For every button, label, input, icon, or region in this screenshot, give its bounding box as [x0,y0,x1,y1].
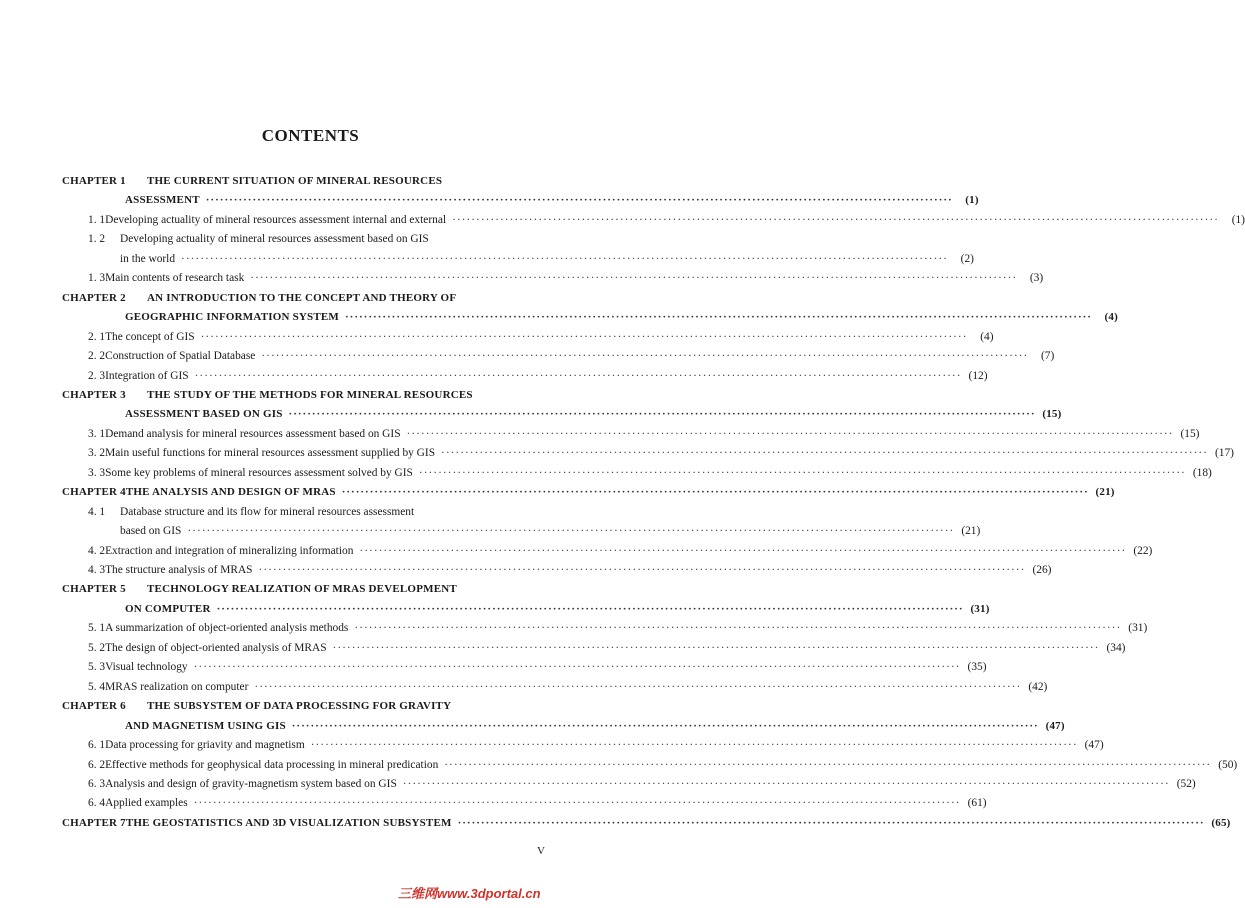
toc-page-number: (47) [1045,719,1065,732]
toc-entry-text: ASSESSMENT [125,194,200,207]
toc-page-number: (4) [980,330,994,343]
toc-page-number: (21) [1095,486,1115,499]
toc-number: 6. 2 [88,758,106,771]
toc-number: 6. 3 [88,777,106,790]
toc-section-row [88,736,1104,755]
toc-dot-leader: ································································································································································ [354,622,1122,635]
toc-section-row [88,658,987,677]
toc-entry-text: Effective methods for geophysical data processing in mineral predication [105,758,439,771]
watermark: 三维网www.3dportal.cn [398,886,541,901]
toc-section-row [88,678,1048,697]
toc-entry-text: THE CURRENT SITUATION OF MINERAL RESOURCES [147,175,443,187]
toc-dot-leader: ································································································································································ [193,797,961,810]
toc-entry-text: AN INTRODUCTION TO THE CONCEPT AND THEORY OF [147,291,457,304]
toc-dot-leader: ································································································································································ [200,330,968,343]
toc-dot-leader: ································································································································································ [402,777,1170,790]
toc-number: 5. 3 [88,661,106,674]
toc-dot-leader: ································································································································································ [332,641,1100,654]
toc-number: 1. 2 [88,233,106,246]
toc-number: CHAPTER 3 [62,388,126,401]
toc-page-number: (34) [1106,641,1126,654]
toc-entry-text: TECHNOLOGY REALIZATION OF MRAS DEVELOPMENT [147,583,457,596]
toc-dot-leader: ································································································································································ [258,564,1026,576]
toc-section-row [88,269,1044,288]
toc-continuation-row [125,600,990,619]
toc-entry-text: A summarization of object-oriented analysis methods [105,622,349,635]
contents-title: CONTENTS [261,126,360,145]
toc-page-number: (31) [1128,622,1148,635]
toc-entry-text: in the world [120,252,176,265]
toc-page-number: (31) [970,602,990,615]
toc-entry-text: Integration of GIS [105,369,189,382]
toc-entry-text: Demand analysis for mineral resources assessment based on GIS [105,427,401,440]
toc-page-number: (3) [1029,272,1044,285]
toc-entry-text: AND MAGNETISM USING GIS [125,719,286,732]
toc-page-number: (21) [961,525,981,538]
toc-section-row [88,775,1196,794]
toc-entry-text: THE GEOSTATISTICS AND 3D VISUALIZATION SUBSYSTEM [125,816,452,829]
toc-entry-text: Visual technology [105,661,188,674]
toc-chapter-row [62,172,569,191]
toc-entry-text: Analysis and design of gravity-magnetism system based on GIS [105,777,397,790]
toc-section-row [88,794,987,813]
toc-number: CHAPTER 5 [62,583,126,596]
toc-page-number: (2) [960,252,974,265]
toc-number: 5. 1 [88,622,106,635]
toc-section-row [88,639,1126,658]
toc-number: 4. 2 [88,544,106,557]
toc-entry-text: Some key problems of mineral resources assessment solved by GIS [105,466,413,479]
toc-chapter-row [62,289,569,308]
toc-entry-text: THE STUDY OF THE METHODS FOR MINERAL RESOURCES [147,388,473,401]
toc-page-number: (52) [1176,777,1196,790]
toc-entry-text: Database structure and its flow for mineral resources assessment [120,505,415,518]
toc-section-row [88,367,988,386]
toc-page-number: (65) [1211,816,1231,829]
toc-number: 3. 3 [88,466,106,479]
toc-dot-leader: ································································································································································ [261,350,1029,363]
toc-dot-leader: ································································································································································ [359,544,1127,557]
toc-continuation-row [125,308,1118,327]
toc-page-number: (42) [1028,680,1048,693]
toc-continuation-row [120,250,974,269]
toc-section-row [88,347,1055,366]
toc-page-number: (22) [1133,544,1153,557]
toc-page-number: (50) [1218,758,1238,771]
toc-section-row [88,230,569,249]
toc-number: 5. 2 [88,641,106,654]
toc-page-number: (47) [1084,739,1104,752]
toc-entry-text: Extraction and integration of mineralizing information [105,544,354,557]
toc-number: 2. 1 [88,330,106,343]
toc-continuation-row [120,522,981,541]
toc-dot-leader: ································································································································································ [254,680,1022,693]
toc-dot-leader: ································································································································································ [291,719,1039,732]
toc-continuation-row [125,191,979,210]
toc-entry-text: GEOGRAPHIC INFORMATION SYSTEM [125,311,339,324]
toc-entry-text: ON COMPUTER [125,602,211,615]
toc-entry-text: Applied examples [105,797,188,810]
toc-number: CHAPTER 7 [62,816,126,829]
toc-dot-leader: ································································································································································ [444,758,1212,771]
toc-page-number: (12) [968,369,988,382]
toc-number: 1. 3 [88,272,106,285]
toc-number: CHAPTER 2 [62,291,126,304]
toc-dot-leader: ································································································································································ [457,816,1205,829]
toc-entry-text: Data processing for griavity and magnetism [105,739,305,752]
toc-entry-text: Main contents of research task [105,272,245,285]
toc-entry-text: The concept of GIS [105,330,195,343]
toc-dot-leader: ································································································································································ [181,252,948,265]
toc-dot-leader: ································································································································································ [345,311,1092,324]
toc-section-row [88,503,569,522]
toc-dot-leader: ································································································································································ [193,661,961,674]
toc-section-row [88,328,994,347]
toc-page-number: (61) [967,797,987,810]
toc-chapter-row [62,386,569,405]
toc-number: 1. 1 [88,213,106,226]
toc-entry-text: ASSESSMENT BASED ON GIS [125,408,283,421]
toc-dot-leader: ································································································································································ [216,602,964,615]
toc-section-row [88,444,1234,463]
page-number: V [537,845,545,857]
toc-page-number: (26) [1032,564,1052,576]
toc-section-row [88,756,1238,775]
toc-chapter-row [62,483,1115,502]
toc-entry-text: Main useful functions for mineral resources assessment supplied by GIS [105,447,436,460]
toc-section-row [88,619,1148,638]
toc-page-number: (15) [1180,427,1200,440]
toc-chapter-row [62,580,569,599]
toc-section-row [88,425,1200,444]
toc-entry-text: THE ANALYSIS AND DESIGN OF MRAS [125,486,336,499]
toc-number: 5. 4 [88,680,106,693]
toc-chapter-row [62,814,1231,833]
toc-dot-leader: ································································································································································ [288,408,1036,421]
toc-dot-leader: ································································································································································ [310,739,1078,752]
toc-page-number: (4) [1104,311,1118,324]
toc-entry-text: based on GIS [120,525,182,538]
toc-page-number: (15) [1042,408,1062,421]
toc-entry-text: The design of object-oriented analysis of MRAS [105,641,327,654]
toc-entry-text: Developing actuality of mineral resources assessment internal and external [105,213,447,226]
toc-page-number: (17) [1214,447,1234,460]
toc-page-number: (1) [965,194,979,207]
toc-number: CHAPTER 6 [62,700,126,713]
toc-number: 2. 3 [88,369,106,382]
toc-entry-text: THE SUBSYSTEM OF DATA PROCESSING FOR GRAVITY [147,700,452,713]
toc-dot-leader: ································································································································································ [452,213,1219,226]
toc-section-row [88,561,1052,580]
toc-dot-leader: ································································································································································ [441,447,1208,460]
toc-entry-text: MRAS realization on computer [105,680,249,693]
toc-page-number: (35) [967,661,987,674]
toc-number: 4. 3 [88,564,106,576]
toc-section-row [88,211,1245,230]
toc-chapter-row [62,697,569,716]
toc-entry-text: Construction of Spatial Database [105,350,256,363]
toc-section-row [88,542,1153,561]
toc-number: 6. 4 [88,797,106,810]
toc-number: 2. 2 [88,350,106,363]
toc-dot-leader: ································································································································································ [418,466,1186,479]
toc-number: 4. 1 [88,505,106,518]
toc-number: CHAPTER 4 [62,486,126,499]
toc-section-row [88,464,1212,483]
toc-number: CHAPTER 1 [62,175,126,187]
toc-entry-text: Developing actuality of mineral resources assessment based on GIS [120,233,429,246]
toc-page-number: (1) [1231,213,1245,226]
toc-dot-leader: ································································································································································ [194,369,962,382]
toc-continuation-row [125,717,1065,736]
toc-dot-leader: ································································································································································ [341,486,1089,499]
toc-number: 3. 1 [88,427,106,440]
toc-continuation-row [125,405,1062,424]
toc-dot-leader: ································································································································································ [250,272,1018,285]
toc-dot-leader: ································································································································································ [205,194,953,207]
toc-entry-text: The structure analysis of MRAS [105,564,253,576]
toc-dot-leader: ································································································································································ [406,427,1174,440]
toc-number: 3. 2 [88,447,106,460]
toc-number: 6. 1 [88,739,106,752]
toc-page-number: (18) [1192,466,1212,479]
toc-page-number: (7) [1040,350,1055,363]
toc-dot-leader: ································································································································································ [187,525,955,538]
